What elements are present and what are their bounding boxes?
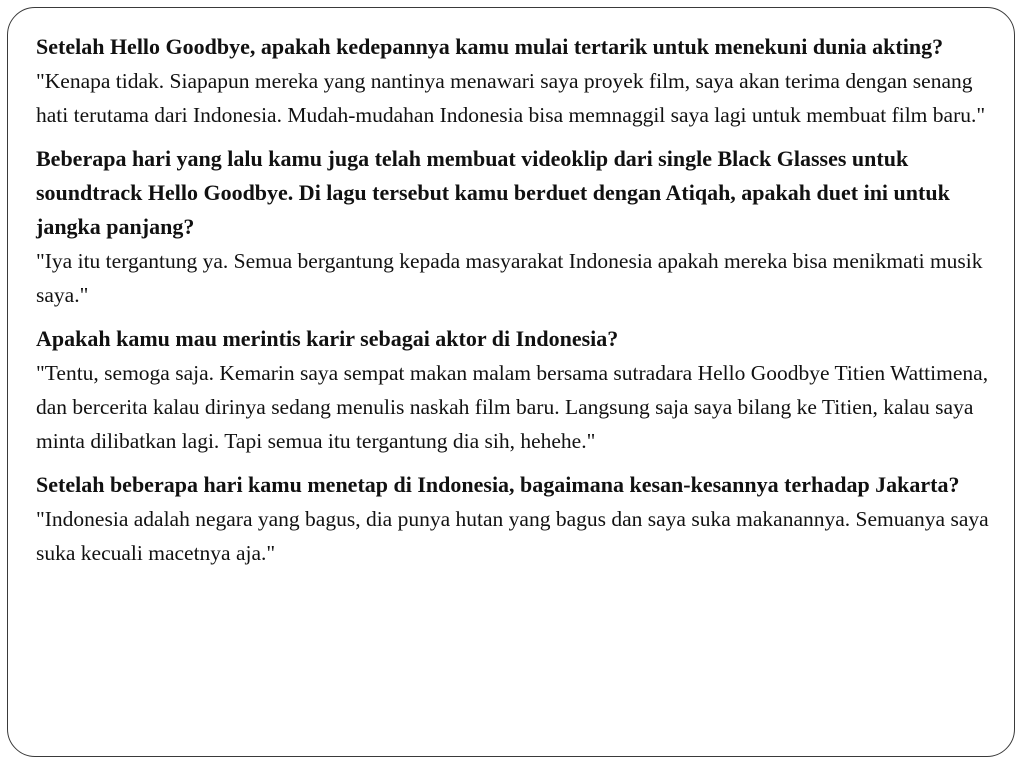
question-1: Setelah Hello Goodbye, apakah kedepannya kamu mulai tertarik untuk menekuni dunia akting?	[36, 34, 944, 59]
question-3: Apakah kamu mau merintis karir sebagai aktor di Indonesia?	[36, 326, 619, 351]
question-4: Setelah beberapa hari kamu menetap di Indonesia, bagaimana kesan-kesannya terhadap Jakarta?	[36, 472, 960, 497]
interview-content	[36, 30, 994, 580]
qa-block-2	[36, 142, 994, 312]
qa-block-4	[36, 468, 994, 570]
answer-2: "Iya itu tergantung ya. Semua bergantung kepada masyarakat Indonesia apakah mereka bisa menikmati musik saya."	[36, 249, 983, 307]
answer-3: "Tentu, semoga saja. Kemarin saya sempat makan malam bersama sutradara Hello Goodbye Titien Wattimena, dan bercerita kalau dirinya sedang menulis naskah film baru. Langsung saja saya bilang ke Titien, kalau saya minta dilibatkan lagi. Tapi semua itu tergantung dia sih, hehehe."	[36, 361, 989, 453]
qa-block-3	[36, 322, 994, 458]
question-2: Beberapa hari yang lalu kamu juga telah membuat videoklip dari single Black Glasses untuk soundtrack Hello Goodbye. Di lagu tersebut kamu berduet dengan Atiqah, apakah duet ini untuk jangka panjang?	[36, 146, 950, 239]
answer-4: "Indonesia adalah negara yang bagus, dia punya hutan yang bagus dan saya suka makanannya. Semuanya saya suka kecuali macetnya aja."	[36, 507, 989, 565]
qa-block-1	[36, 30, 994, 132]
answer-1: "Kenapa tidak. Siapapun mereka yang nantinya menawari saya proyek film, saya akan terima dengan senang hati terutama dari Indonesia. Mudah-mudahan Indonesia bisa memnaggil saya lagi untuk membuat film baru."	[36, 69, 986, 127]
